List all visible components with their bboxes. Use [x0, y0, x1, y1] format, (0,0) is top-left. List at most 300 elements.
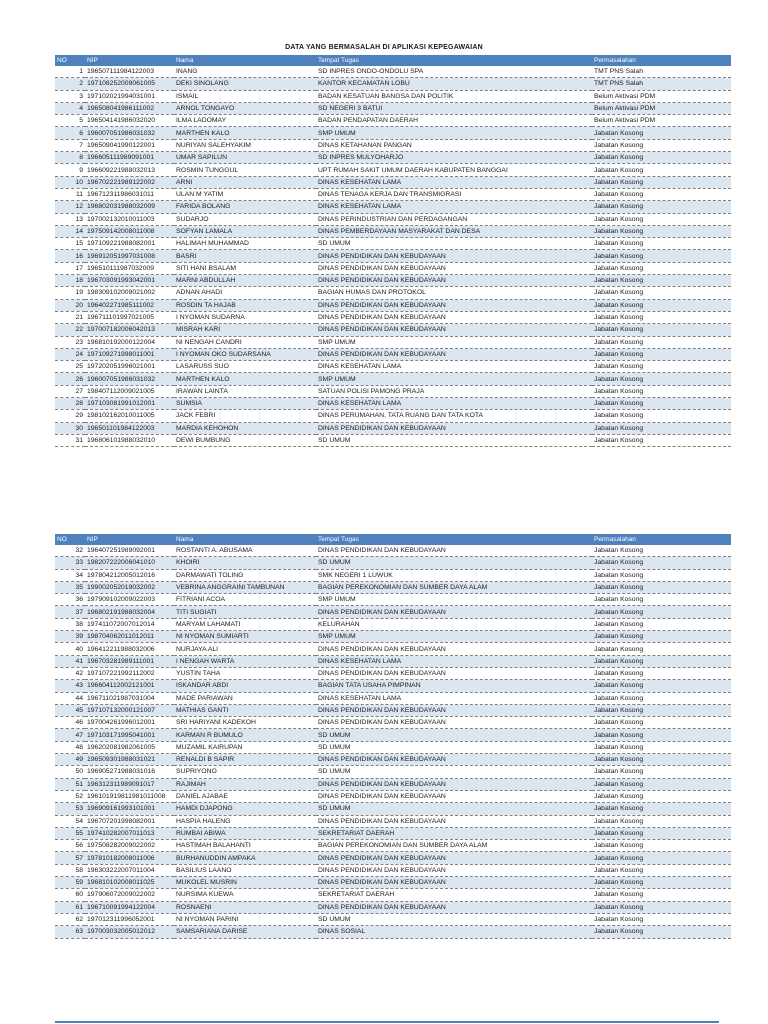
cell-permasalahan: Jabatan Kosong	[592, 361, 731, 373]
cell-nama: BASILIUS LAANO	[174, 864, 316, 876]
table-row	[55, 741, 731, 753]
col-header-nama: Nama	[174, 534, 316, 545]
cell-nip: 197007182006042013	[85, 324, 174, 336]
cell-nip: 196303222007011004	[85, 864, 174, 876]
cell-nama: MARDIA KEHOHON	[174, 422, 316, 434]
cell-no: 53	[55, 803, 85, 815]
cell-permasalahan: Jabatan Kosong	[592, 311, 731, 323]
cell-tempat-tugas: DINAS KESEHATAN LAMA	[316, 398, 592, 410]
cell-nip: 197909102009022003	[85, 594, 174, 606]
cell-permasalahan: Jabatan Kosong	[592, 299, 731, 311]
cell-permasalahan: Jabatan Kosong	[592, 827, 731, 839]
cell-no: 31	[55, 434, 85, 446]
cell-tempat-tugas: SEKRETARIAT DAERAH	[316, 827, 592, 839]
cell-nama: ARNOL TONGAYO	[174, 102, 316, 114]
cell-no: 58	[55, 864, 85, 876]
cell-nip: 196710091994122004	[85, 901, 174, 913]
cell-nip: 196909161993101001	[85, 803, 174, 815]
cell-nama: ROSTANTI A. ABUSAMA	[174, 545, 316, 557]
cell-permasalahan: Jabatan Kosong	[592, 926, 731, 938]
cell-no: 36	[55, 594, 85, 606]
cell-tempat-tugas: SMP UMUM	[316, 373, 592, 385]
table-row	[55, 102, 731, 114]
cell-nip: 197107221992112002	[85, 667, 174, 679]
cell-tempat-tugas: SEKRETARIAT DAERAH	[316, 889, 592, 901]
table-row	[55, 139, 731, 151]
table-row	[55, 115, 731, 127]
cell-tempat-tugas: DINAS PERINDUSTRIAN DAN PERDAGANGAN	[316, 213, 592, 225]
cell-nip: 198309102009021002	[85, 287, 174, 299]
table-row	[55, 422, 731, 434]
page-title: DATA YANG BERMASALAH DI APLIKASI KEPEGAWAIAN	[285, 44, 483, 51]
cell-nama: ROSNAENI	[174, 901, 316, 913]
cell-tempat-tugas: BAGIAN HUMAS DAN PROTOKOL	[316, 287, 592, 299]
cell-permasalahan: Jabatan Kosong	[592, 618, 731, 630]
table-row	[55, 901, 731, 913]
cell-nama: MADE PARIAWAN	[174, 692, 316, 704]
cell-no: 23	[55, 336, 85, 348]
cell-nip: 197906072009022002	[85, 889, 174, 901]
cell-tempat-tugas: DINAS KESEHATAN LAMA	[316, 655, 592, 667]
cell-permasalahan: Jabatan Kosong	[592, 422, 731, 434]
cell-tempat-tugas: UPT RUMAH SAKIT UMUM DAERAH KABUPATEN BANGGAI	[316, 164, 592, 176]
cell-nip: 197102021994031001	[85, 90, 174, 102]
cell-no: 22	[55, 324, 85, 336]
cell-no: 32	[55, 545, 85, 557]
cell-nama: BASRI	[174, 250, 316, 262]
cell-permasalahan: Belum Aktivasi PDM	[592, 102, 731, 114]
cell-permasalahan: Belum Aktivasi PDM	[592, 115, 731, 127]
cell-nip: 196703091993042001	[85, 275, 174, 287]
cell-nip: 197411072007012014	[85, 618, 174, 630]
cell-nip: 196609221988032013	[85, 164, 174, 176]
cell-nip: 196007051986031032	[85, 373, 174, 385]
col-header-nip: NIP	[85, 55, 174, 66]
table-row	[55, 336, 731, 348]
cell-permasalahan: Jabatan Kosong	[592, 213, 731, 225]
cell-tempat-tugas: DINAS PERUMAHAN, TATA RUANG DAN TATA KOTA	[316, 410, 592, 422]
cell-nama: JACK FEBRI	[174, 410, 316, 422]
cell-no: 54	[55, 815, 85, 827]
cell-nip: 196802031988032009	[85, 201, 174, 213]
cell-nama: MARTHEN KALO	[174, 127, 316, 139]
cell-nip: 197012311996052001	[85, 913, 174, 925]
cell-nip: 197002132010011003	[85, 213, 174, 225]
cell-nama: ARNI	[174, 176, 316, 188]
table-row	[55, 410, 731, 422]
cell-nama: I NYOMAN OKO SUDARSANA	[174, 348, 316, 360]
cell-nip: 197003032005012012	[85, 926, 174, 938]
cell-nama: BURHANUDDIN AMPAKA	[174, 852, 316, 864]
cell-tempat-tugas: DINAS PENDIDIKAN DAN KEBUDAYAAN	[316, 901, 592, 913]
cell-nip: 196905271988031016	[85, 766, 174, 778]
cell-permasalahan: Jabatan Kosong	[592, 201, 731, 213]
cell-permasalahan: Jabatan Kosong	[592, 741, 731, 753]
table-row	[55, 385, 731, 397]
cell-permasalahan: Jabatan Kosong	[592, 877, 731, 889]
data-table-2	[55, 534, 731, 939]
cell-permasalahan: Jabatan Kosong	[592, 385, 731, 397]
cell-tempat-tugas: DINAS PENDIDIKAN DAN KEBUDAYAAN	[316, 606, 592, 618]
cell-no: 51	[55, 778, 85, 790]
cell-nama: ILMA LADOMAY	[174, 115, 316, 127]
table-row	[55, 311, 731, 323]
table-row	[55, 877, 731, 889]
cell-tempat-tugas: DINAS PENDIDIKAN DAN KEBUDAYAAN	[316, 852, 592, 864]
cell-permasalahan: Jabatan Kosong	[592, 717, 731, 729]
table-row	[55, 164, 731, 176]
cell-nip: 196504141986032020	[85, 115, 174, 127]
cell-tempat-tugas: SD UMUM	[316, 766, 592, 778]
cell-permasalahan: Jabatan Kosong	[592, 692, 731, 704]
cell-nip: 198102162010011005	[85, 410, 174, 422]
cell-nama: VEBRINA ANGGRAINI TAMBUNAN	[174, 581, 316, 593]
cell-nama: TITI SUGIATI	[174, 606, 316, 618]
cell-nama: DANIEL AJABAE	[174, 790, 316, 802]
col-header-permasalahan: Permasalahan	[592, 534, 731, 545]
cell-no: 48	[55, 741, 85, 753]
cell-nama: MARTHEN KALO	[174, 373, 316, 385]
cell-tempat-tugas: SD UMUM	[316, 741, 592, 753]
cell-permasalahan: Jabatan Kosong	[592, 545, 731, 557]
cell-nip: 197107132000121007	[85, 704, 174, 716]
cell-nip: 196810102008011025	[85, 877, 174, 889]
cell-tempat-tugas: DINAS PENDIDIKAN DAN KEBUDAYAAN	[316, 754, 592, 766]
cell-nip: 196810192000122004	[85, 336, 174, 348]
cell-no: 9	[55, 164, 85, 176]
cell-tempat-tugas: DINAS PENDIDIKAN DAN KEBUDAYAAN	[316, 545, 592, 557]
cell-tempat-tugas: SD UMUM	[316, 557, 592, 569]
table-row	[55, 545, 731, 557]
cell-tempat-tugas: SD UMUM	[316, 913, 592, 925]
cell-nama: HAMDI DJAPONG	[174, 803, 316, 815]
cell-tempat-tugas: DINAS PENDIDIKAN DAN KEBUDAYAAN	[316, 790, 592, 802]
table-row	[55, 287, 731, 299]
cell-tempat-tugas: DINAS PENDIDIKAN DAN KEBUDAYAAN	[316, 667, 592, 679]
table-row	[55, 557, 731, 569]
cell-permasalahan: Jabatan Kosong	[592, 176, 731, 188]
cell-tempat-tugas: SD UMUM	[316, 729, 592, 741]
cell-permasalahan: Jabatan Kosong	[592, 655, 731, 667]
cell-permasalahan: Jabatan Kosong	[592, 275, 731, 287]
cell-tempat-tugas: DINAS PENDIDIKAN DAN KEBUDAYAAN	[316, 864, 592, 876]
table-row	[55, 90, 731, 102]
cell-nip: 197810182008011006	[85, 852, 174, 864]
table-row	[55, 569, 731, 581]
cell-nama: RAJIMAH	[174, 778, 316, 790]
cell-nip: 196604112002121001	[85, 680, 174, 692]
cell-permasalahan: Jabatan Kosong	[592, 840, 731, 852]
cell-nip: 196407251989092001	[85, 545, 174, 557]
cell-nama: INANG	[174, 66, 316, 78]
cell-nama: ROSMIN TUNGGUL	[174, 164, 316, 176]
cell-tempat-tugas: DINAS SOSIAL	[316, 926, 592, 938]
cell-no: 30	[55, 422, 85, 434]
table-row	[55, 225, 731, 237]
cell-nama: MARYAM LAHAMATI	[174, 618, 316, 630]
cell-nip: 196312311989091017	[85, 778, 174, 790]
cell-permasalahan: Jabatan Kosong	[592, 262, 731, 274]
cell-tempat-tugas: DINAS PENDIDIKAN DAN KEBUDAYAAN	[316, 275, 592, 287]
cell-no: 10	[55, 176, 85, 188]
col-header-permasalahan: Permasalahan	[592, 55, 731, 66]
cell-no: 20	[55, 299, 85, 311]
cell-nama: MUZAMIL KAIRUPAN	[174, 741, 316, 753]
cell-nip: 198704062011012011	[85, 631, 174, 643]
table-row	[55, 398, 731, 410]
table-row	[55, 275, 731, 287]
cell-tempat-tugas: DINAS KESEHATAN LAMA	[316, 201, 592, 213]
cell-no: 8	[55, 152, 85, 164]
cell-nip: 198207222006041010	[85, 557, 174, 569]
cell-tempat-tugas: SMP UMUM	[316, 127, 592, 139]
cell-permasalahan: Jabatan Kosong	[592, 581, 731, 593]
cell-nama: SOFYAN LAMALA	[174, 225, 316, 237]
cell-no: 34	[55, 569, 85, 581]
table-row	[55, 913, 731, 925]
cell-permasalahan: Jabatan Kosong	[592, 250, 731, 262]
cell-nama: ISKANDAR ABDI	[174, 680, 316, 692]
cell-nip: 197004261996012001	[85, 717, 174, 729]
cell-tempat-tugas: SD INPRES ONDO-ONDOLU SPA	[316, 66, 592, 78]
cell-no: 33	[55, 557, 85, 569]
cell-tempat-tugas: DINAS PENDIDIKAN DAN KEBUDAYAAN	[316, 422, 592, 434]
cell-no: 35	[55, 581, 85, 593]
cell-no: 61	[55, 901, 85, 913]
cell-tempat-tugas: DINAS PENDIDIKAN DAN KEBUDAYAAN	[316, 778, 592, 790]
cell-tempat-tugas: SD UMUM	[316, 238, 592, 250]
cell-nama: SUDARJO	[174, 213, 316, 225]
cell-permasalahan: Jabatan Kosong	[592, 569, 731, 581]
cell-no: 13	[55, 213, 85, 225]
cell-nip: 196711101997021005	[85, 311, 174, 323]
cell-no: 62	[55, 913, 85, 925]
cell-nip: 197103171995041001	[85, 729, 174, 741]
cell-no: 7	[55, 139, 85, 151]
cell-nip: 197108252009061005	[85, 78, 174, 90]
cell-no: 40	[55, 643, 85, 655]
cell-no: 6	[55, 127, 85, 139]
cell-nama: YUSTIN TAHA	[174, 667, 316, 679]
table-body-2	[55, 545, 731, 938]
cell-nip: 196605111989091001	[85, 152, 174, 164]
table-row	[55, 348, 731, 360]
cell-no: 50	[55, 766, 85, 778]
cell-no: 25	[55, 361, 85, 373]
cell-permasalahan: Jabatan Kosong	[592, 127, 731, 139]
cell-nama: SAMSARIANA DARISE	[174, 926, 316, 938]
cell-nama: ULAN M YATIM	[174, 188, 316, 200]
cell-tempat-tugas: DINAS PENDIDIKAN DAN KEBUDAYAAN	[316, 311, 592, 323]
cell-nama: I NENGAH WARTA	[174, 655, 316, 667]
cell-nama: MARNI ABDULLAH	[174, 275, 316, 287]
cell-nip: 196711021987031004	[85, 692, 174, 704]
cell-permasalahan: Jabatan Kosong	[592, 336, 731, 348]
cell-nip: 197509142008011008	[85, 225, 174, 237]
cell-permasalahan: Jabatan Kosong	[592, 766, 731, 778]
cell-nama: KHOIRI	[174, 557, 316, 569]
cell-tempat-tugas: DINAS PENDIDIKAN DAN KEBUDAYAAN	[316, 877, 592, 889]
cell-permasalahan: Jabatan Kosong	[592, 790, 731, 802]
cell-no: 12	[55, 201, 85, 213]
cell-permasalahan: Jabatan Kosong	[592, 188, 731, 200]
cell-no: 56	[55, 840, 85, 852]
cell-nama: NI NENGAH CANDRI	[174, 336, 316, 348]
cell-permasalahan: Jabatan Kosong	[592, 410, 731, 422]
table-row	[55, 790, 731, 802]
cell-no: 4	[55, 102, 85, 114]
cell-nama: MISRAH KARI	[174, 324, 316, 336]
cell-tempat-tugas: DINAS PENDIDIKAN DAN KEBUDAYAAN	[316, 262, 592, 274]
table-header-row	[55, 55, 731, 66]
cell-permasalahan: Jabatan Kosong	[592, 324, 731, 336]
cell-permasalahan: Jabatan Kosong	[592, 373, 731, 385]
table-row	[55, 188, 731, 200]
cell-permasalahan: Jabatan Kosong	[592, 557, 731, 569]
cell-nip: 196412211988032006	[85, 643, 174, 655]
table-row	[55, 152, 731, 164]
cell-no: 3	[55, 90, 85, 102]
cell-tempat-tugas: SD UMUM	[316, 434, 592, 446]
cell-nip: 196510111987032009	[85, 262, 174, 274]
cell-permasalahan: Jabatan Kosong	[592, 287, 731, 299]
cell-nip: 196509041990122001	[85, 139, 174, 151]
cell-nama: DARMAWATI TOLING	[174, 569, 316, 581]
cell-tempat-tugas: DINAS TENAGA KERJA DAN TRANSMIGRASI	[316, 188, 592, 200]
cell-permasalahan: Jabatan Kosong	[592, 434, 731, 446]
cell-permasalahan: Jabatan Kosong	[592, 667, 731, 679]
cell-tempat-tugas: DINAS PENDIDIKAN DAN KEBUDAYAAN	[316, 704, 592, 716]
cell-tempat-tugas: SATUAN POLISI PAMONG PRAJA	[316, 385, 592, 397]
cell-nama: SUMSIA	[174, 398, 316, 410]
cell-permasalahan: Jabatan Kosong	[592, 704, 731, 716]
cell-no: 47	[55, 729, 85, 741]
cell-permasalahan: Jabatan Kosong	[592, 643, 731, 655]
table-row	[55, 213, 731, 225]
cell-no: 39	[55, 631, 85, 643]
cell-no: 37	[55, 606, 85, 618]
cell-permasalahan: Jabatan Kosong	[592, 348, 731, 360]
cell-nip: 196702221989122002	[85, 176, 174, 188]
cell-nip: 199002052019032002	[85, 581, 174, 593]
table-row	[55, 827, 731, 839]
cell-nip: 196712311986031011	[85, 188, 174, 200]
cell-permasalahan: Jabatan Kosong	[592, 852, 731, 864]
cell-nip: 196707201998082001	[85, 815, 174, 827]
cell-no: 44	[55, 692, 85, 704]
cell-permasalahan: Jabatan Kosong	[592, 398, 731, 410]
table-row	[55, 840, 731, 852]
cell-no: 46	[55, 717, 85, 729]
cell-nama: KARMAN R BUMULO	[174, 729, 316, 741]
cell-no: 45	[55, 704, 85, 716]
cell-permasalahan: Jabatan Kosong	[592, 606, 731, 618]
cell-permasalahan: Jabatan Kosong	[592, 594, 731, 606]
cell-no: 49	[55, 754, 85, 766]
table-row	[55, 729, 731, 741]
cell-tempat-tugas: SMP UMUM	[316, 631, 592, 643]
cell-tempat-tugas: DINAS PENDIDIKAN DAN KEBUDAYAAN	[316, 299, 592, 311]
cell-no: 29	[55, 410, 85, 422]
cell-permasalahan: Jabatan Kosong	[592, 238, 731, 250]
cell-tempat-tugas: DINAS PENDIDIKAN DAN KEBUDAYAAN	[316, 717, 592, 729]
cell-nama: FITRIANI ACOA	[174, 594, 316, 606]
table-row	[55, 238, 731, 250]
cell-no: 16	[55, 250, 85, 262]
cell-permasalahan: Jabatan Kosong	[592, 864, 731, 876]
cell-tempat-tugas: DINAS PENDIDIKAN DAN KEBUDAYAAN	[316, 643, 592, 655]
cell-no: 11	[55, 188, 85, 200]
cell-tempat-tugas: SMP UMUM	[316, 336, 592, 348]
cell-nip: 197109271998011001	[85, 348, 174, 360]
cell-nama: HASPIA HALENG	[174, 815, 316, 827]
cell-permasalahan: Jabatan Kosong	[592, 631, 731, 643]
cell-nip: 196912051997031008	[85, 250, 174, 262]
cell-nip: 196101919811981011008	[85, 790, 174, 802]
cell-nama: MUKOLEL MUSRIN	[174, 877, 316, 889]
cell-no: 42	[55, 667, 85, 679]
cell-tempat-tugas: DINAS PENDIDIKAN DAN KEBUDAYAAN	[316, 250, 592, 262]
cell-no: 41	[55, 655, 85, 667]
cell-nip: 196402271985111002	[85, 299, 174, 311]
cell-tempat-tugas: DINAS PENDIDIKAN DAN KEBUDAYAAN	[316, 815, 592, 827]
cell-nama: DEWI BUMBUNG	[174, 434, 316, 446]
table-row	[55, 250, 731, 262]
cell-tempat-tugas: DINAS KETAHANAN PANGAN	[316, 139, 592, 151]
cell-tempat-tugas: DINAS PENDIDIKAN DAN KEBUDAYAAN	[316, 348, 592, 360]
cell-no: 17	[55, 262, 85, 274]
cell-nama: I NYOMAN SUDARNA	[174, 311, 316, 323]
cell-no: 24	[55, 348, 85, 360]
col-header-nip: NIP	[85, 534, 174, 545]
col-header-nama: Nama	[174, 55, 316, 66]
table-row	[55, 852, 731, 864]
cell-permasalahan: Jabatan Kosong	[592, 152, 731, 164]
cell-no: 63	[55, 926, 85, 938]
cell-no: 43	[55, 680, 85, 692]
table-row	[55, 434, 731, 446]
cell-permasalahan: Belum Aktivasi PDM	[592, 90, 731, 102]
cell-nama: HALIMAH MUHAMMAD	[174, 238, 316, 250]
cell-no: 60	[55, 889, 85, 901]
cell-nip: 197109221988082001	[85, 238, 174, 250]
cell-permasalahan: Jabatan Kosong	[592, 889, 731, 901]
table-row	[55, 201, 731, 213]
cell-no: 18	[55, 275, 85, 287]
cell-nip: 196802191988032004	[85, 606, 174, 618]
cell-nama: ROSDIN TA HAJAB	[174, 299, 316, 311]
cell-permasalahan: Jabatan Kosong	[592, 754, 731, 766]
cell-no: 55	[55, 827, 85, 839]
cell-tempat-tugas: BADAN PENDAPATAN DAERAH	[316, 115, 592, 127]
cell-nama: HASTIMAH BALAHANTI	[174, 840, 316, 852]
cell-no: 19	[55, 287, 85, 299]
cell-tempat-tugas: BAGIAN TATA USAHA PIMPINAN	[316, 680, 592, 692]
table-row	[55, 815, 731, 827]
cell-tempat-tugas: DINAS PEMBERDAYAAN MASYARAKAT DAN DESA	[316, 225, 592, 237]
cell-nip: 197103081991012001	[85, 398, 174, 410]
cell-tempat-tugas: KELURAHAN	[316, 618, 592, 630]
col-header-no: NO	[55, 534, 85, 545]
cell-nama: DEKI SINOLANG	[174, 78, 316, 90]
table-row	[55, 692, 731, 704]
cell-nama: NURSIMA KUEWA	[174, 889, 316, 901]
cell-permasalahan: Jabatan Kosong	[592, 778, 731, 790]
cell-permasalahan: Jabatan Kosong	[592, 680, 731, 692]
cell-nip: 197508282009022002	[85, 840, 174, 852]
cell-no: 14	[55, 225, 85, 237]
cell-no: 21	[55, 311, 85, 323]
